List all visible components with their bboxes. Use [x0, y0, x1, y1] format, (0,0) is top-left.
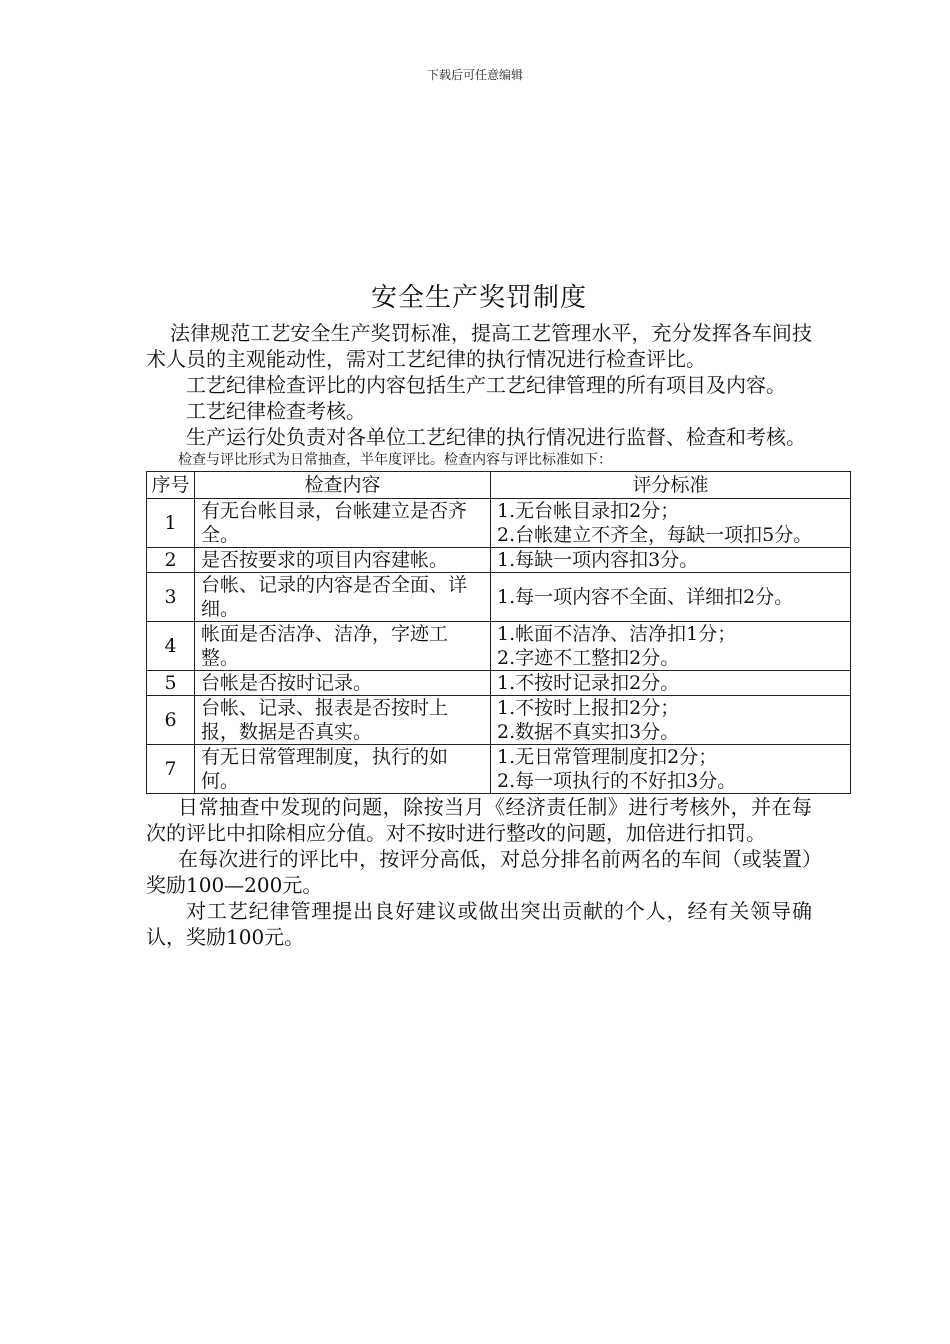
intro-paragraph: 法律规范工艺安全生产奖罚标准，提高工艺管理水平，充分发挥各车间技术人员的主观能动性，需对工艺纪律的执行情况进行检查评比。	[146, 321, 812, 371]
row-content: 是否按要求的项目内容建帐。	[195, 548, 491, 573]
row-content: 台帐是否按时记录。	[195, 671, 491, 696]
closing-paragraph: 在每次进行的评比中，按评分高低，对总分排名前两名的车间（或装置）奖励100—200元。	[146, 847, 812, 897]
row-content: 帐面是否洁净、洁净，字迹工整。	[195, 622, 491, 671]
row-number: 1	[147, 499, 195, 548]
table-row	[147, 696, 851, 745]
criteria-line: 2.数据不真实扣3分。	[497, 721, 680, 743]
criteria-line: 1.每缺一项内容扣3分。	[497, 549, 699, 571]
row-criteria	[491, 745, 851, 794]
row-criteria	[491, 499, 851, 548]
criteria-line: 1.无台帐目录扣2分；	[497, 500, 680, 522]
row-criteria	[491, 622, 851, 671]
header-note: 下载后可任意编辑	[426, 68, 523, 82]
row-number: 5	[147, 671, 195, 696]
row-content: 台帐、记录、报表是否按时上报，数据是否真实。	[195, 696, 491, 745]
table-row	[147, 745, 851, 794]
table-row	[147, 573, 851, 622]
row-content: 有无日常管理制度，执行的如何。	[195, 745, 491, 794]
intro-paragraph: 工艺纪律检查评比的内容包括生产工艺纪律管理的所有项目及内容。	[186, 373, 786, 397]
criteria-line: 1.无日常管理制度扣2分；	[497, 746, 718, 768]
criteria-line: 1.不按时上报扣2分；	[497, 697, 680, 719]
row-criteria	[491, 671, 851, 696]
header-no: 序号	[147, 472, 195, 499]
intro-paragraph: 工艺纪律检查考核。	[186, 399, 366, 423]
closing-paragraph: 对工艺纪律管理提出良好建议或做出突出贡献的个人，经有关领导确认，奖励100元。	[146, 899, 812, 949]
table-row	[147, 671, 851, 696]
row-number: 7	[147, 745, 195, 794]
table-header-row	[147, 472, 851, 499]
header-criteria: 评分标准	[491, 472, 851, 499]
criteria-line: 2.台帐建立不齐全，每缺一项扣5分。	[497, 524, 813, 546]
row-number: 2	[147, 548, 195, 573]
row-criteria	[491, 696, 851, 745]
intro-paragraph: 生产运行处负责对各单位工艺纪律的执行情况进行监督、检查和考核。	[186, 425, 806, 449]
criteria-line: 1.每一项内容不全面、详细扣2分。	[497, 586, 794, 608]
row-number: 6	[147, 696, 195, 745]
row-number: 4	[147, 622, 195, 671]
standards-table	[146, 471, 851, 794]
criteria-line: 2.每一项执行的不好扣3分。	[497, 770, 737, 792]
closing-paragraph: 日常抽查中发现的问题，除按当月《经济责任制》进行考核外，并在每次的评比中扣除相应分值。对不按时进行整改的问题，加倍进行扣罚。	[146, 795, 812, 845]
row-content: 台帐、记录的内容是否全面、详细。	[195, 573, 491, 622]
table-row	[147, 548, 851, 573]
criteria-line: 2.字迹不工整扣2分。	[497, 647, 680, 669]
table-note: 检查与评比形式为日常抽查，半年度评比。检查内容与评比标准如下：	[178, 452, 612, 468]
table-row	[147, 499, 851, 548]
criteria-line: 1.不按时记录扣2分。	[497, 672, 680, 694]
table-row	[147, 622, 851, 671]
row-content: 有无台帐目录，台帐建立是否齐全。	[195, 499, 491, 548]
row-criteria	[491, 573, 851, 622]
header-content: 检查内容	[195, 472, 491, 499]
row-number: 3	[147, 573, 195, 622]
row-criteria	[491, 548, 851, 573]
criteria-line: 1.帐面不洁净、洁净扣1分；	[497, 623, 737, 645]
document-body	[146, 278, 812, 950]
document-title: 安全生产奖罚制度	[370, 283, 587, 313]
